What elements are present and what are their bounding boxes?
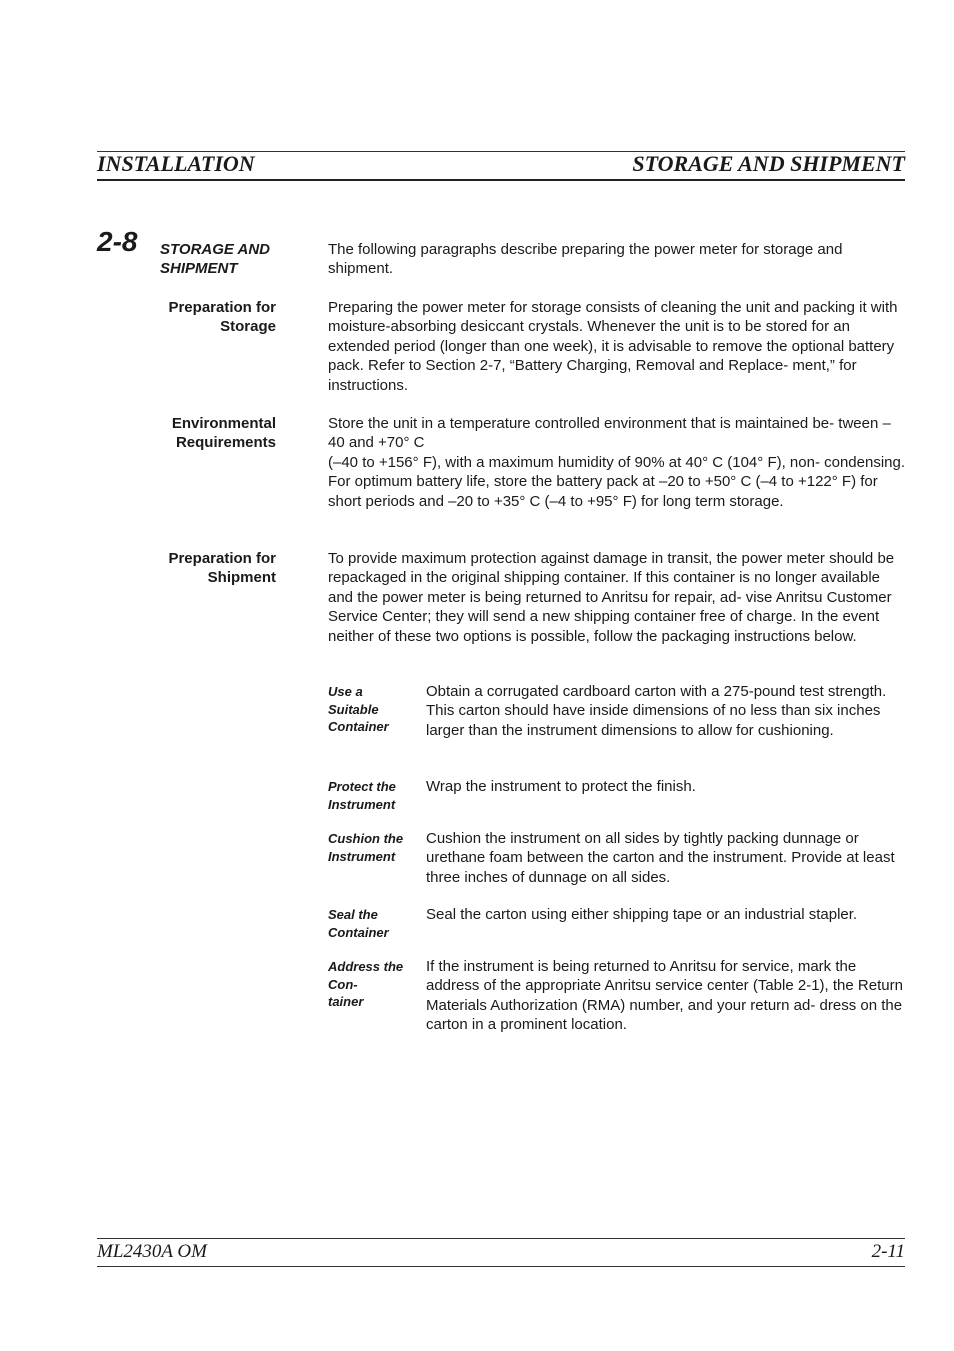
environment-line-2: (–40 to +156° F), with a maximum humidity of 90% at 40° C (104° F), non- condensing. For optimum battery life, store the battery pack at –20 to +50° C (–4 to +122° F) for short periods and –20 to +35° C (–4 to +95° F) for long term storage. — [328, 453, 906, 510]
storage-label: Preparation for Storage — [168, 299, 276, 335]
header-bottom-rule — [97, 179, 905, 181]
section-number: 2-8 — [97, 226, 138, 257]
section-intro: The following paragraphs describe preparing the power meter for storage and shipment. — [328, 241, 843, 278]
step-text-container: Obtain a corrugated cardboard carton with a 275-pound test strength. This carton should have inside dimensions of no less than six inches larger than the instrument dimensions to allow for cushioning. — [426, 683, 887, 739]
shipment-label: Preparation for Shipment — [168, 550, 276, 586]
step-label-cushion: Cushion the Instrument — [328, 831, 404, 864]
footer-manual-title: ML2430A OM — [97, 1241, 207, 1262]
environment-label: Environmental Requirements — [171, 415, 276, 451]
footer-top-rule — [97, 1238, 905, 1239]
shipment-paragraph: To provide maximum protection against damage in transit, the power meter should be repackaged in the original shipping container. If this container is no longer available and the power meter is being returned to Anritsu for repair, ad- vise Anritsu Customer Service Center; they will send a new shipping container free of charge. In the event neither of these two options is possible, follow the packaging instructions below. — [328, 550, 895, 645]
storage-paragraph: Preparing the power meter for storage consists of cleaning the unit and packing it with moisture-absorbing desiccant crystals. Whenever the unit is to be stored for an extended period (longer than one week), it is advisable to remove the optional battery pack. Refer to Section 2-7, “Battery Charging, Removal and Replace- ment,” for instructions. — [328, 299, 898, 394]
step-label-protect: Protect the Instrument — [328, 779, 396, 812]
step-label-container: Use a Suitable Container — [328, 684, 389, 734]
step-label-address: Address the Con- tainer — [328, 959, 404, 1009]
step-text-address: If the instrument is being returned to Anritsu for service, mark the address of the appropriate Anritsu service center (Table 2-1), the Return Materials Authorization (RMA) number, and your return ad- dress on the carton in a prominent location. — [426, 958, 903, 1034]
step-label-seal: Seal the Container — [328, 907, 389, 940]
environment-paragraph — [328, 414, 906, 511]
header-section-title: STORAGE AND SHIPMENT — [632, 151, 905, 176]
footer-page-number: 2-11 — [871, 1241, 905, 1262]
footer-bottom-rule — [97, 1266, 905, 1267]
step-text-seal: Seal the carton using either shipping tape or an industrial stapler. — [426, 906, 858, 923]
header-chapter-title: INSTALLATION — [97, 151, 255, 176]
step-text-protect: Wrap the instrument to protect the finish. — [426, 778, 696, 795]
section-title: STORAGE AND SHIPMENT — [160, 241, 271, 277]
environment-line-1: Store the unit in a temperature controlled environment that is maintained be- tween –40 and +70° C — [328, 415, 891, 452]
step-text-cushion: Cushion the instrument on all sides by tightly packing dunnage or urethane foam between the carton and the instrument. Provide at least three inches of dunnage on all sides. — [426, 830, 895, 886]
